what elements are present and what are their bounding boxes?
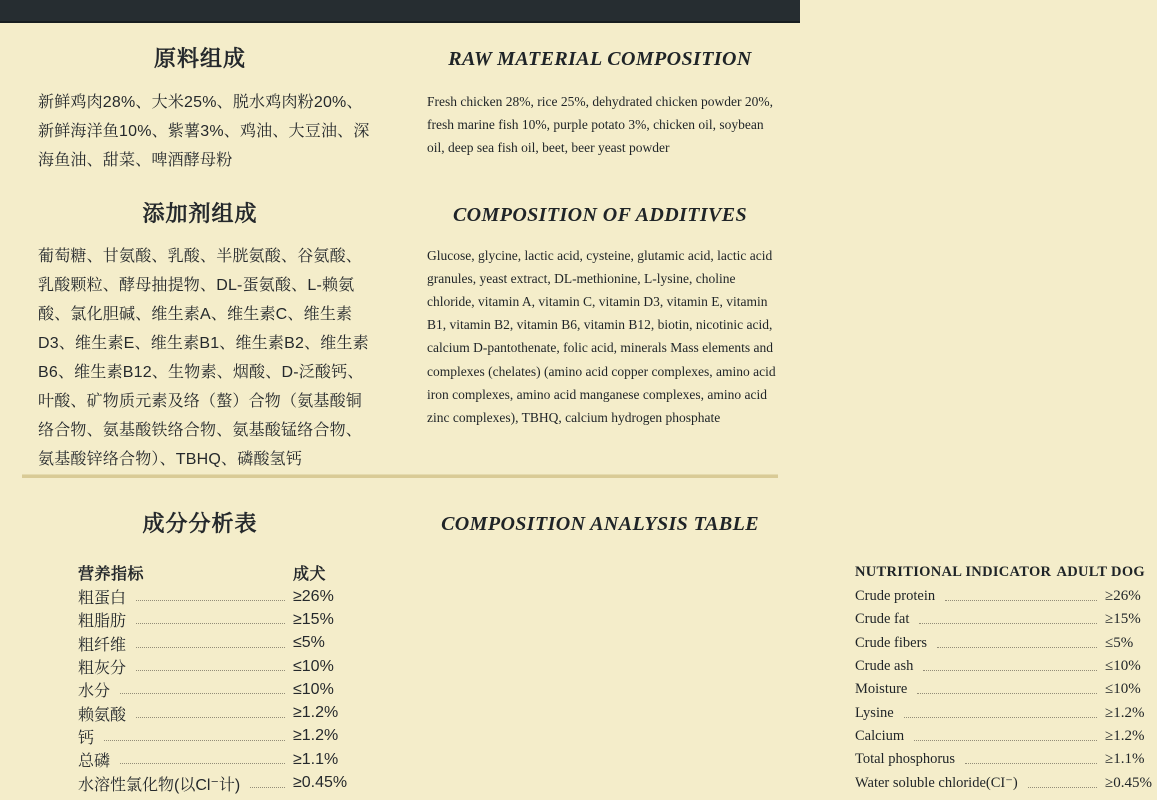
nutrient-value: ≥1.2%: [1105, 704, 1145, 721]
table-header-row-en: [855, 561, 1157, 583]
dotted-leader: [136, 717, 285, 718]
dotted-leader: [120, 763, 285, 764]
nutrient-value: ≤5%: [293, 634, 325, 652]
dotted-leader: [945, 600, 1097, 601]
nutrient-label: Calcium: [855, 727, 905, 744]
table-row: [78, 701, 349, 724]
dotted-leader: [136, 623, 285, 624]
raw-material-body-zh: 新鲜鸡肉28%、大米25%、脱水鸡肉粉20%、新鲜海洋鱼10%、紫薯3%、鸡油、大豆油、深海鱼油、甜菜、啤酒酵母粉: [38, 94, 370, 169]
indicator-header-en: NUTRITIONAL INDICATOR: [855, 563, 1052, 580]
nutrient-value: ≥1.1%: [1105, 751, 1145, 768]
nutrient-label: 粗灰分: [78, 660, 127, 678]
table-row: [78, 655, 349, 678]
nutrient-value: ≤10%: [293, 657, 334, 675]
table-row: [855, 771, 1157, 794]
nutrient-value: ≥1.1%: [293, 750, 339, 768]
dotted-leader: [904, 717, 1097, 718]
chinese-column: [0, 23, 400, 474]
nutrient-label: 粗纤维: [78, 636, 127, 654]
nutrient-value: ≤5%: [1105, 634, 1134, 651]
nutrient-label: 钙: [78, 729, 95, 747]
analysis-title-en: COMPOSITION ANALYSIS TABLE: [441, 513, 759, 535]
analysis-column-en: [400, 478, 1152, 795]
nutrient-value: ≥26%: [1105, 588, 1141, 605]
nutrient-label: 粗脂肪: [78, 613, 127, 631]
nutrient-value: ≥15%: [1105, 611, 1141, 628]
nutrient-value: ≥26%: [293, 587, 334, 605]
additives-title-zh: 添加剂组成: [142, 201, 258, 226]
adult-dog-header-en: ADULT DOG: [1056, 563, 1145, 580]
analysis-table-en: [855, 561, 1157, 795]
dotted-leader: [250, 787, 285, 788]
dotted-leader: [136, 647, 285, 648]
nutrient-label: 赖氨酸: [78, 706, 127, 724]
table-row: [78, 771, 349, 794]
dotted-leader: [917, 693, 1097, 694]
nutrient-label: Moisture: [855, 681, 908, 698]
nutrient-label: 粗蛋白: [78, 590, 127, 608]
adult-dog-header-zh: 成犬: [293, 565, 327, 583]
additives-body-en: Glucose, glycine, lactic acid, cysteine, glutamic acid, lactic acid granules, yeast extract, DL-methionine, L-lysine, choline chloride, vitamin A, vitamin C, vitamin D3, vitamin E, vitamin B1, vitamin B2, vitamin B6, vitamin B12, biotin, nicotinic acid, calcium D-pantothenate, folic acid, minerals Mass elements and complexes (chelates) (amino acid copper complexes, amino acid iron complexes, amino acid manganese complexes, amino acid zinc complexes), TBHQ, calcium hydrogen phosphate: [427, 247, 776, 426]
analysis-band: [0, 478, 1152, 795]
table-row: [855, 632, 1157, 655]
dotted-leader: [914, 740, 1097, 741]
nutrient-label: Water soluble chloride(CI⁻): [855, 774, 1018, 791]
dotted-leader: [923, 670, 1097, 671]
analysis-table-zh: [78, 561, 349, 795]
nutrient-value: ≥0.45%: [1105, 774, 1152, 791]
dotted-leader: [136, 670, 285, 671]
top-dark-bar: [0, 0, 800, 23]
table-row: [78, 678, 349, 701]
nutrient-label: Crude fat: [855, 611, 910, 628]
additives-body-zh: 葡萄糖、甘氨酸、乳酸、半胱氨酸、谷氨酸、乳酸颗粒、酵母抽提物、DL-蛋氨酸、L-赖氨酸、氯化胆碱、维生素A、维生素C、维生素D3、维生素E、维生素B1、维生素B2、维生素B6、维生素B12、生物素、烟酸、D-泛酸钙、叶酸、矿物质元素及络（螯）合物（氨基酸铜络合物、氨基酸铁络合物、氨基酸锰络合物、氨基酸锌络合物）、TBHQ、磷酸氢钙: [38, 248, 369, 468]
raw-material-title-en: RAW MATERIAL COMPOSITION: [448, 48, 752, 70]
nutrient-value: ≥1.2%: [293, 704, 339, 722]
nutrient-value: ≥1.2%: [1105, 727, 1145, 744]
dotted-leader: [1028, 787, 1097, 788]
table-row: [855, 725, 1157, 748]
table-row: [78, 585, 349, 608]
nutrient-label: Total phosphorus: [855, 751, 956, 768]
dotted-leader: [104, 740, 285, 741]
nutrient-value: ≥1.2%: [293, 727, 339, 745]
raw-material-title-zh: 原料组成: [153, 46, 246, 71]
raw-material-body-en: Fresh chicken 28%, rice 25%, dehydrated chicken powder 20%, fresh marine fish 10%, purple potato 3%, chicken oil, soybean oil, deep sea fish oil, beet, beer yeast powder: [427, 94, 774, 156]
dotted-leader: [937, 647, 1097, 648]
dotted-leader: [965, 763, 1097, 764]
table-row: [855, 678, 1157, 701]
table-row: [855, 748, 1157, 771]
table-row: [855, 655, 1157, 678]
table-row: [78, 632, 349, 655]
english-column: [400, 23, 800, 474]
table-header-row-zh: [78, 561, 349, 583]
nutrient-label: Crude protein: [855, 588, 936, 605]
dotted-leader: [136, 600, 285, 601]
dotted-leader: [919, 623, 1097, 624]
analysis-column-zh: [0, 478, 400, 795]
table-row: [78, 748, 349, 771]
nutrient-label: Crude fibers: [855, 634, 928, 651]
table-row: [855, 585, 1157, 608]
additives-title-en: COMPOSITION OF ADDITIVES: [452, 203, 748, 226]
nutrient-value: ≤10%: [1105, 658, 1141, 675]
indicator-header-zh: 营养指标: [78, 565, 145, 583]
nutrient-value: ≥15%: [293, 610, 334, 628]
table-row: [855, 701, 1157, 724]
nutrient-value: ≥0.45%: [293, 774, 348, 792]
analysis-title-zh: 成分分析表: [142, 511, 258, 536]
nutrient-label: 水溶性氯化物(以Cl⁻计): [78, 776, 241, 794]
nutrient-label: 总磷: [78, 753, 111, 771]
nutrient-value: ≤10%: [293, 680, 334, 698]
dotted-leader: [120, 693, 285, 694]
table-row: [855, 608, 1157, 631]
nutrient-label: 水分: [78, 683, 111, 701]
table-row: [78, 725, 349, 748]
composition-band: [0, 23, 800, 474]
nutrient-label: Crude ash: [855, 658, 914, 675]
nutrient-label: Lysine: [855, 704, 894, 721]
table-row: [78, 608, 349, 631]
nutrient-value: ≤10%: [1105, 681, 1141, 698]
